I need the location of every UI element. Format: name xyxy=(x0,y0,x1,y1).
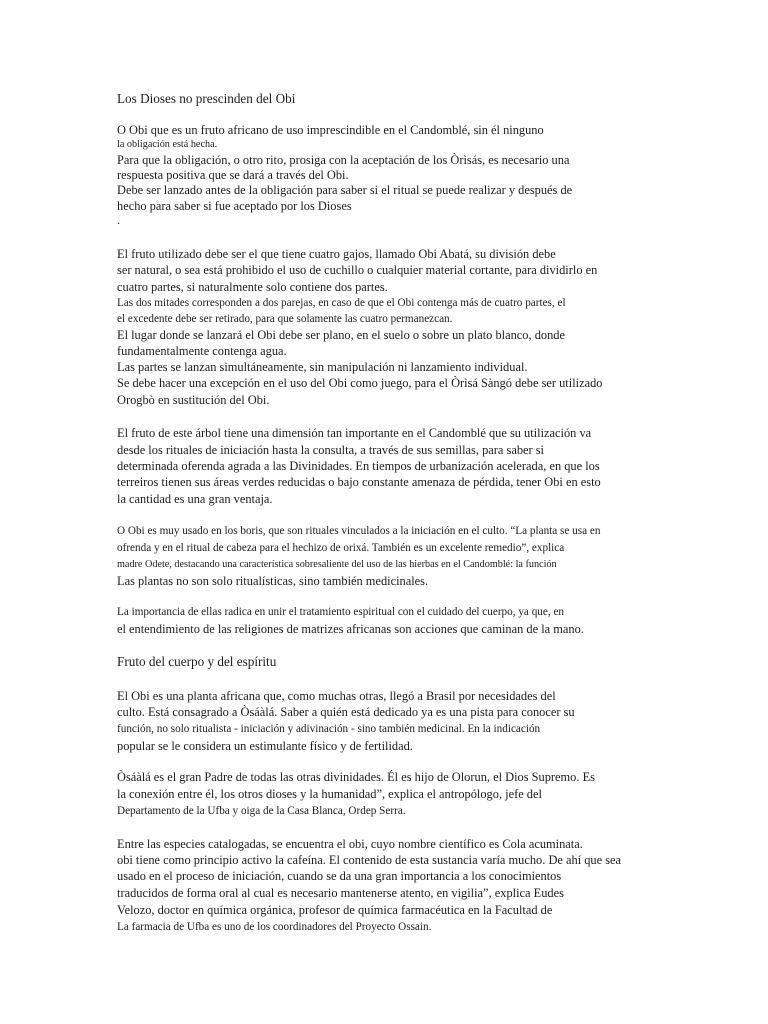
text-line: La farmacia de Ufba es uno de los coordinadores del Proyecto Ossain. xyxy=(117,921,432,933)
text-line: el excedente debe ser retirado, para que solamente las cuatro permanezcan. xyxy=(117,313,453,325)
text-line: fundamentalmente contenga agua. xyxy=(117,344,287,358)
text-line: madre Odete, destacando una característica sobresaliente del uso de las hierbas en el Candomblé: la función xyxy=(117,559,557,570)
text-line: El fruto utilizado debe ser el que tiene cuatro gajos, llamado Obi Abatá, su división debe xyxy=(117,247,556,261)
text-line: ser natural, o sea está prohibido el uso de cuchillo o cualquier material cortante, para dividirlo en xyxy=(117,263,598,277)
text-line: cuatro partes, si naturalmente solo contiene dos partes. xyxy=(117,280,388,294)
text-line: desde los rituales de iniciación hasta la consulta, a través de sus semillas, para saber si xyxy=(117,443,544,457)
document-title: Los Dioses no prescinden del Obi xyxy=(117,91,296,106)
text-line: O Obi que es un fruto africano de uso imprescindible en el Candomblé, sin él ninguno xyxy=(117,123,544,137)
text-line: la conexión entre él, los otros dioses y la humanidad”, explica el antropólogo, jefe del xyxy=(117,787,542,801)
text-line: Las dos mitades corresponden a dos parejas, en caso de que el Obi contenga más de cuatro partes, el xyxy=(117,297,566,309)
text-line: Se debe hacer una excepción en el uso del Obi como juego, para el Òrìsá Sàngó debe ser utilizado xyxy=(117,376,603,390)
text-line: Para que la obligación, o otro rito, prosiga con la aceptación de los Òrìsás, es necesario una xyxy=(117,153,570,167)
text-line: Las partes se lanzan simultáneamente, sin manipulación ni lanzamiento individual. xyxy=(117,360,528,374)
text-line: obi tiene como principio activo la cafeína. El contenido de esta sustancia varía mucho. De ahí que sea xyxy=(117,853,622,867)
text-line: función, no solo ritualista - iniciación y adivinación - sino también medicinal. En la indicación xyxy=(117,723,541,735)
text-line: usado en el proceso de iniciación, cuando se da una gran importancia a los conocimientos xyxy=(117,869,562,883)
text-line: la cantidad es una gran ventaja. xyxy=(117,492,273,506)
text-line: popular se le considera un estimulante físico y de fertilidad. xyxy=(117,739,413,753)
text-line: ofrenda y en el ritual de cabeza para el hechizo de orixá. También es un excelente remedio”, explica xyxy=(117,542,565,554)
text-line: culto. Está consagrado a Òsáàlá. Saber a quién está dedicado ya es una pista para conocer su xyxy=(117,705,575,719)
text-line: traducidos de forma oral al cual es necesario mantenerse atento, en vigilia”, explica Eudes xyxy=(117,886,564,900)
text-line: El Obi es una planta africana que, como muchas otras, llegó a Brasil por necesidades del xyxy=(117,689,556,703)
text-line: determinada oferenda agrada a las Divinidades. En tiempos de urbanización acelerada, en que los xyxy=(117,459,600,473)
text-line: El lugar donde se lanzará el Obi debe ser plano, en el suelo o sobre un plato blanco, donde xyxy=(117,328,565,342)
text-line: terreiros tienen sus áreas verdes reducidas o bajo constante amenaza de pérdida, tener Obi en esto xyxy=(117,475,601,489)
text-line: respuesta positiva que se dará a través del Obi. xyxy=(117,168,349,182)
text-line: El fruto de este árbol tiene una dimensión tan importante en el Candomblé que su utilización va xyxy=(117,426,592,440)
text-line: O Obi es muy usado en los boris, que son rituales vinculados a la iniciación en el culto. “La planta se usa en xyxy=(117,525,601,537)
section-subtitle: Fruto del cuerpo y del espíritu xyxy=(117,654,277,669)
text-line: la obligación está hecha. xyxy=(117,139,218,150)
text-line: el entendimiento de las religiones de matrizes africanas son acciones que caminan de la mano. xyxy=(117,622,584,636)
text-line: Orogbò en sustitución del Obi. xyxy=(117,393,270,407)
text-line: . xyxy=(117,213,121,227)
text-line: Velozo, doctor en química orgánica, profesor de química farmacéutica en la Facultad de xyxy=(117,903,553,917)
text-line: Debe ser lanzado antes de la obligación para saber si el ritual se puede realizar y después de xyxy=(117,183,573,197)
text-line: Òsáàlá es el gran Padre de todas las otras divinidades. Él es hijo de Olorun, el Dios Supremo. Es xyxy=(117,770,595,784)
text-line: Las plantas no son solo ritualísticas, sino también medicinales. xyxy=(117,574,429,588)
text-line: La importancia de ellas radica en unir el tratamiento espiritual con el cuidado del cuerpo, ya que, en xyxy=(117,606,565,618)
text-line: Departamento de la Ufba y oiga de la Casa Blanca, Ordep Serra. xyxy=(117,805,406,817)
text-line: Entre las especies catalogadas, se encuentra el obi, cuyo nombre científico es Cola acuminata. xyxy=(117,837,583,851)
text-line: hecho para saber si fue aceptado por los Dioses xyxy=(117,199,352,213)
